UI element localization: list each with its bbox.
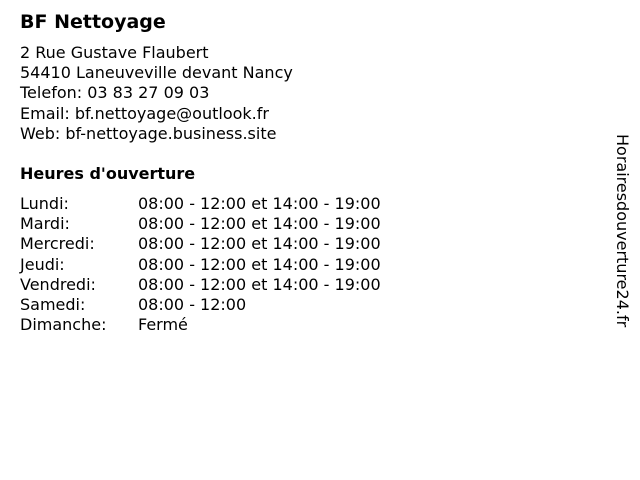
hours-row-friday [20, 275, 381, 295]
business-name: BF Nettoyage [20, 11, 166, 33]
day-label: Vendredi: [20, 274, 96, 294]
day-label: Mercredi: [20, 234, 95, 254]
hours-heading: Heures d'ouverture [20, 164, 196, 183]
contact-block [20, 43, 293, 144]
phone-number: Telefon: 03 83 27 09 03 [20, 83, 210, 103]
day-hours: 08:00 - 12:00 et 14:00 - 19:00 [138, 214, 381, 234]
hours-row-thursday [20, 255, 381, 275]
hours-row-monday [20, 194, 381, 214]
day-hours: 08:00 - 12:00 [138, 295, 247, 315]
street-address: 2 Rue Gustave Flaubert [20, 43, 209, 62]
day-hours: Fermé [138, 315, 188, 335]
day-label: Dimanche: [20, 315, 107, 335]
hours-row-wednesday [20, 234, 381, 254]
hours-table [20, 194, 381, 335]
day-hours: 08:00 - 12:00 et 14:00 - 19:00 [138, 274, 381, 294]
day-hours: 08:00 - 12:00 et 14:00 - 19:00 [138, 234, 381, 254]
brand-watermark: Horairesdouverture24.fr [613, 134, 632, 328]
day-label: Mardi: [20, 214, 70, 234]
day-label: Jeudi: [20, 254, 65, 274]
day-label: Lundi: [20, 194, 69, 213]
hours-row-tuesday [20, 214, 381, 234]
city-address: 54410 Laneuveville devant Nancy [20, 63, 293, 83]
day-label: Samedi: [20, 295, 86, 315]
hours-row-saturday [20, 295, 381, 315]
day-hours: 08:00 - 12:00 et 14:00 - 19:00 [138, 254, 381, 274]
day-hours: 08:00 - 12:00 et 14:00 - 19:00 [138, 194, 381, 213]
hours-row-sunday [20, 315, 381, 335]
website: Web: bf-nettoyage.business.site [20, 123, 277, 143]
email-address: Email: bf.nettoyage@outlook.fr [20, 103, 269, 123]
